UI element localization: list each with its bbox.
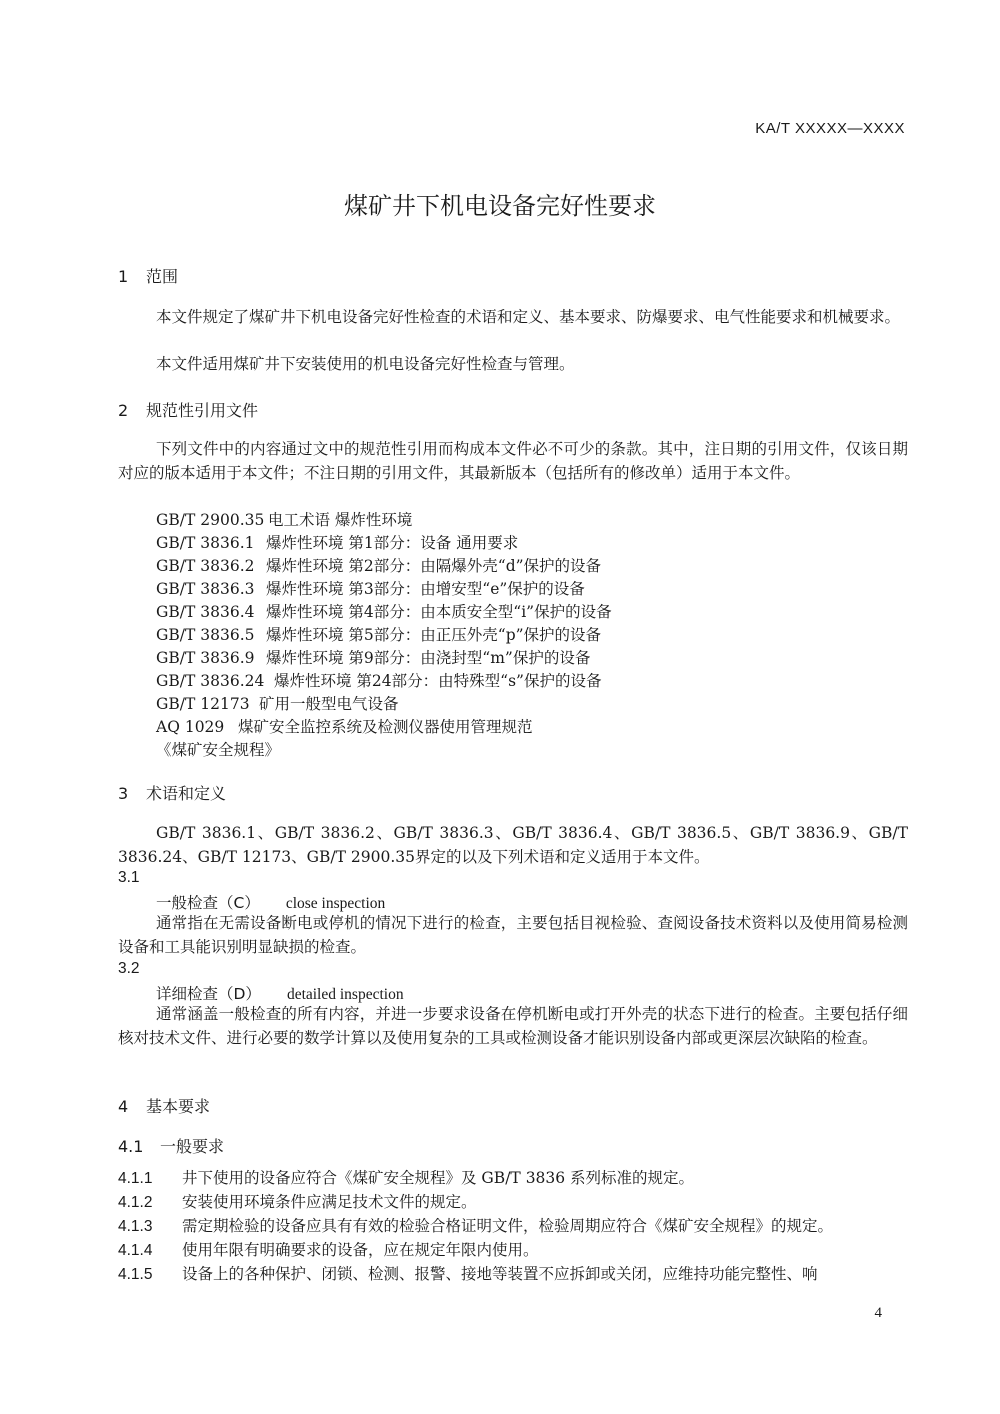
reference-code: GB/T 3836.5: [156, 626, 255, 644]
section-title: 术语和定义: [146, 784, 227, 803]
reference-name: 矿用一般型电气设备: [259, 695, 399, 713]
term-english: detailed inspection: [286, 986, 404, 1003]
reference-item: [156, 555, 612, 578]
section-title: 基本要求: [146, 1097, 211, 1116]
clause-number: 4.1.5: [118, 1266, 153, 1283]
reference-item: [156, 601, 612, 624]
term-heading: [156, 982, 404, 1004]
section-number: 2: [118, 401, 129, 420]
clause-text: 井下使用的设备应符合《煤矿安全规程》及 GB/T 3836 系列标准的规定。: [182, 1169, 695, 1187]
reference-code: GB/T 12173: [156, 695, 250, 713]
clause-number: 4.1.1: [118, 1170, 153, 1187]
clause-item: [118, 1238, 539, 1260]
reference-code: GB/T 3836.24: [156, 672, 265, 690]
reference-code: GB/T 3836.9: [156, 649, 255, 667]
reference-code: GB/T 3836.2: [156, 557, 255, 575]
reference-code: GB/T 2900.35: [156, 511, 265, 529]
reference-item: [156, 624, 612, 647]
reference-name: 爆炸性环境 第1部分：设备 通用要求: [266, 534, 519, 552]
clause-text: 设备上的各种保护、闭锁、检测、报警、接地等装置不应拆卸或关闭，应维持功能完整性、响: [182, 1265, 818, 1283]
clause-number: 4.1.2: [118, 1194, 153, 1211]
section-number: 1: [118, 267, 129, 286]
clause-item: [118, 1190, 477, 1212]
term-definition: 通常指在无需设备断电或停机的情况下进行的检查，主要包括目视检验、查阅设备技术资料以及使用简易检测设备和工具能识别明显缺损的检查。: [118, 914, 908, 956]
reference-item: [156, 670, 612, 693]
subsection-4-1-heading: [118, 1134, 224, 1157]
reference-item: [156, 578, 612, 601]
section-title: 范围: [146, 267, 179, 286]
section-3-paragraph-1: GB/T 3836.1、GB/T 3836.2、GB/T 3836.3、GB/T 3836.4、GB/T 3836.5、GB/T 3836.9、GB/T 3836.24、GB/T 12173、GB/T 2900.35界定的以及下列术语和定义适用于本文件。: [118, 824, 908, 866]
normative-references-list: [156, 509, 612, 762]
section-3-heading: [118, 781, 226, 804]
reference-code: GB/T 3836.4: [156, 603, 255, 621]
section-1-paragraph-2: 本文件适用煤矿井下安装使用的机电设备完好性检查与管理。: [156, 355, 575, 373]
reference-name: 爆炸性环境 第5部分：由正压外壳“p”保护的设备: [266, 626, 602, 644]
reference-code: GB/T 3836.3: [156, 580, 255, 598]
page-number: 4: [874, 1305, 882, 1321]
section-title: 规范性引用文件: [146, 401, 259, 420]
section-number: 3: [118, 784, 129, 803]
reference-item: [156, 739, 612, 762]
clause-text: 使用年限有明确要求的设备，应在规定年限内使用。: [182, 1241, 539, 1259]
subsection-number: 4.1: [118, 1137, 144, 1156]
section-1-paragraph-1: 本文件规定了煤矿井下机电设备完好性检查的术语和定义、基本要求、防爆要求、电气性能要求和机械要求。: [156, 308, 901, 326]
clause-item: [118, 1262, 818, 1284]
section-2-heading: [118, 398, 258, 421]
term-english: close inspection: [285, 895, 386, 912]
reference-name: 《煤矿安全规程》: [156, 741, 281, 759]
term-number: 3.1: [118, 869, 140, 886]
reference-name: 爆炸性环境 第9部分：由浇封型“m”保护的设备: [266, 649, 591, 667]
clause-text: 需定期检验的设备应具有有效的检验合格证明文件，检验周期应符合《煤矿安全规程》的规定。: [182, 1217, 834, 1235]
reference-name: 电工术语 爆炸性环境: [268, 511, 413, 529]
reference-item: [156, 647, 612, 670]
reference-code: GB/T 3836.1: [156, 534, 255, 552]
section-2-paragraph-1: 下列文件中的内容通过文中的规范性引用而构成本文件必不可少的条款。其中，注日期的引用文件，仅该日期对应的版本适用于本文件；不注日期的引用文件，其最新版本（包括所有的修改单）适用于本文件。: [118, 440, 908, 482]
clause-item: [118, 1166, 694, 1188]
reference-item: [156, 716, 612, 739]
section-4-heading: [118, 1094, 210, 1117]
reference-name: 爆炸性环境 第2部分：由隔爆外壳“d”保护的设备: [266, 557, 602, 575]
reference-item: [156, 693, 612, 716]
term-chinese: 详细检查（D）: [156, 985, 261, 1003]
clause-text: 安装使用环境条件应满足技术文件的规定。: [182, 1193, 477, 1211]
reference-name: 爆炸性环境 第24部分：由特殊型“s”保护的设备: [274, 672, 602, 690]
subsection-title: 一般要求: [160, 1137, 225, 1156]
term-chinese: 一般检查（C）: [156, 894, 260, 912]
term-heading: [156, 891, 385, 913]
term-number: 3.2: [118, 960, 140, 977]
reference-item: [156, 532, 612, 555]
reference-item: [156, 509, 612, 532]
clause-item: [118, 1214, 833, 1236]
term-definition: 通常涵盖一般检查的所有内容，并进一步要求设备在停机断电或打开外壳的状态下进行的检查。主要包括仔细核对技术文件、进行必要的数学计算以及使用复杂的工具或检测设备才能识别设备内部或更深层次缺陷的检查。: [118, 1005, 908, 1047]
section-number: 4: [118, 1097, 129, 1116]
clause-number: 4.1.3: [118, 1218, 153, 1235]
reference-name: 爆炸性环境 第4部分：由本质安全型“i”保护的设备: [266, 603, 612, 621]
page-title: 煤矿井下机电设备完好性要求: [344, 192, 656, 220]
reference-code: AQ 1029: [156, 718, 225, 736]
section-1-heading: [118, 264, 178, 287]
document-code: KA/T XXXXX—XXXX: [755, 120, 905, 137]
reference-name: 煤矿安全监控系统及检测仪器使用管理规范: [238, 718, 533, 736]
clause-number: 4.1.4: [118, 1242, 153, 1259]
reference-name: 爆炸性环境 第3部分：由增安型“e”保护的设备: [266, 580, 585, 598]
